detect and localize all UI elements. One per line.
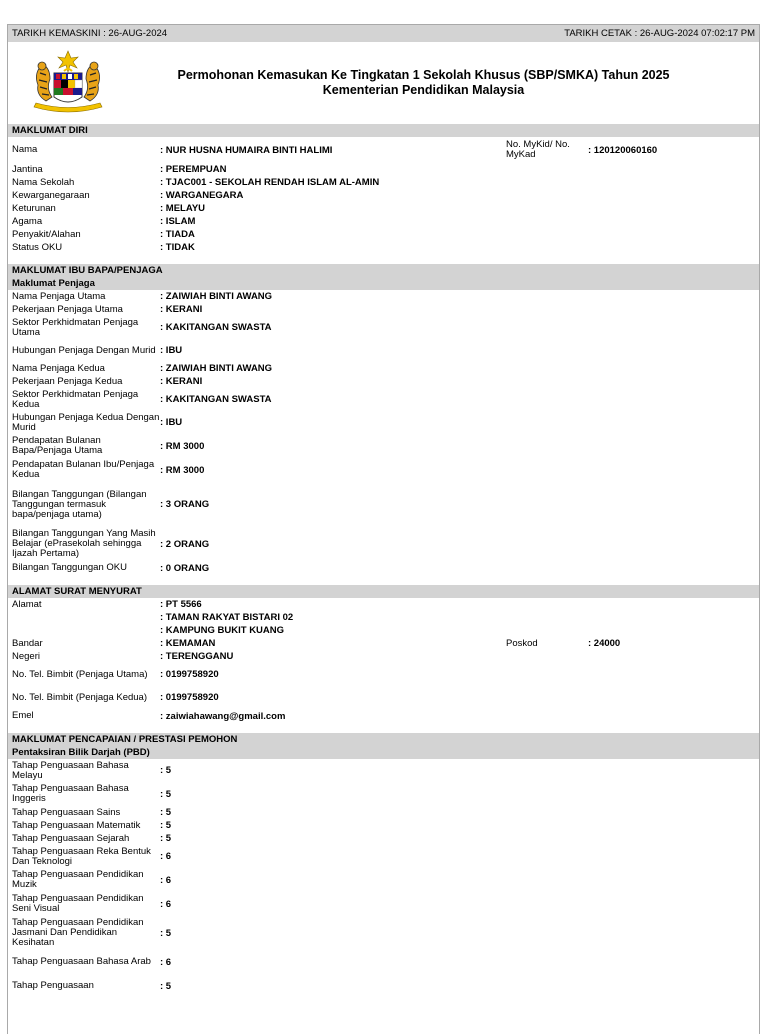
field-row xyxy=(8,316,759,339)
field-value: : 2 ORANG xyxy=(160,538,210,550)
field-row xyxy=(8,868,759,892)
section-heading-alamat: ALAMAT SURAT MENYURAT xyxy=(8,585,759,598)
field-label: No. MyKid/ No. MyKad xyxy=(506,139,570,160)
print-info-bar xyxy=(8,25,759,42)
field-value: : ZAIWIAH BINTI AWANG xyxy=(160,363,273,374)
field-value: : ISLAM xyxy=(160,216,196,227)
penjaga-field-list xyxy=(8,290,759,575)
field-label: No. Tel. Bimbit (Penjaga Utama) xyxy=(12,668,148,680)
field-label: Nama Penjaga Utama xyxy=(12,290,106,302)
field-row xyxy=(8,759,759,782)
field-row-nama xyxy=(8,137,759,163)
alamat-field-list xyxy=(8,650,759,723)
field-label: Bilangan Tanggungan (Bilangan Tanggungan termasuk bapa/penjaga utama) xyxy=(12,488,147,520)
field-label: Bandar xyxy=(12,637,43,649)
field-row xyxy=(8,362,759,375)
field-label: Tahap Penguasaan Bahasa Arab xyxy=(12,956,151,967)
field-row xyxy=(8,892,759,916)
title-line-1: Permohonan Kemasukan Ke Tingkatan 1 Sekolah Khusus (SBP/SMKA) Tahun 2025 xyxy=(177,68,670,82)
field-label: Poskod xyxy=(506,637,538,649)
field-row xyxy=(8,950,759,974)
field-value: : WARGANEGARA xyxy=(160,190,244,201)
field-label: Tahap Penguasaan Pendidikan Seni Visual xyxy=(12,893,144,914)
field-row xyxy=(8,845,759,868)
field-value: : TIADA xyxy=(160,229,195,240)
field-row-alamat xyxy=(8,598,759,611)
field-row xyxy=(8,663,759,686)
field-row xyxy=(8,290,759,303)
field-label: Pekerjaan Penjaga Kedua xyxy=(12,375,123,387)
field-value: : 5 xyxy=(160,820,172,831)
field-value: : TAMAN RAKYAT BISTARI 02 xyxy=(160,612,294,623)
field-label: Tahap Penguasaan Pendidikan Jasmani Dan Pendidikan Kesihatan xyxy=(12,917,144,948)
field-row xyxy=(8,806,759,819)
field-value: : ZAIWIAH BINTI AWANG xyxy=(160,291,273,302)
field-label: Tahap Penguasaan Sejarah xyxy=(12,832,130,844)
field-value: : 3 ORANG xyxy=(160,499,210,510)
field-label: Hubungan Penjaga Dengan Murid xyxy=(12,344,156,356)
field-label: Penyakit/Alahan xyxy=(12,228,81,240)
field-value: : RM 3000 xyxy=(160,464,205,476)
field-value: : KERANI xyxy=(160,376,203,387)
field-value: : 0 ORANG xyxy=(160,562,210,574)
field-row-alamat-3 xyxy=(8,624,759,637)
field-label: Keturunan xyxy=(12,202,56,214)
field-value: : PEREMPUAN xyxy=(160,164,227,175)
field-label: Bilangan Tanggungan Yang Masih Belajar (ePrasekolah sehingga Ijazah Pertama) xyxy=(12,528,156,559)
field-value: : MELAYU xyxy=(160,203,206,214)
field-label: Status OKU xyxy=(12,241,63,253)
field-value: : 6 xyxy=(160,851,172,862)
field-value: : 120120060160 xyxy=(588,144,658,156)
document-sheet xyxy=(7,24,760,1034)
field-label: Sektor Perkhidmatan Penjaga Kedua xyxy=(12,388,139,410)
field-label: Hubungan Penjaga Kedua Dengan Murid xyxy=(12,411,160,433)
print-date: TARIKH CETAK : 26-AUG-2024 07:02:17 PM xyxy=(564,28,755,39)
field-row xyxy=(8,686,759,709)
field-row xyxy=(8,832,759,845)
section-heading-diri: MAKLUMAT DIRI xyxy=(8,124,759,137)
pencapaian-field-list xyxy=(8,759,759,998)
field-value: : 5 xyxy=(160,980,172,992)
field-label: Tahap Penguasaan Bahasa Melayu xyxy=(12,759,129,781)
field-label: No. Tel. Bimbit (Penjaga Kedua) xyxy=(12,691,148,703)
field-value: : RM 3000 xyxy=(160,440,205,452)
field-row xyxy=(8,388,759,411)
field-label: Tahap Penguasaan Reka Bentuk Dan Teknologi xyxy=(12,845,151,867)
field-row xyxy=(8,974,759,998)
field-label: Nama xyxy=(12,144,38,155)
field-value: : 0199758920 xyxy=(160,669,219,680)
field-row xyxy=(8,561,759,575)
field-value: : zaiwiahawang@gmail.com xyxy=(160,710,286,722)
field-label: Tahap Penguasaan Sains xyxy=(12,806,121,818)
field-value: : 6 xyxy=(160,874,172,886)
document-title xyxy=(128,68,759,98)
field-value: : 6 xyxy=(160,898,172,910)
field-value: : IBU xyxy=(160,417,183,428)
field-value: : TIDAK xyxy=(160,242,195,253)
field-label: Negeri xyxy=(12,650,40,662)
field-value: : KEMAMAN xyxy=(160,638,216,649)
field-row xyxy=(8,458,759,482)
field-row xyxy=(8,709,759,723)
field-row xyxy=(8,819,759,832)
field-row xyxy=(8,215,759,228)
field-label: Agama xyxy=(12,215,43,227)
field-value: : 5 xyxy=(160,765,172,776)
field-row xyxy=(8,339,759,362)
field-label: Tahap Penguasaan Bahasa Inggeris xyxy=(12,783,129,804)
field-value: : KAKITANGAN SWASTA xyxy=(160,322,272,333)
field-value: : 24000 xyxy=(588,638,621,649)
document-header xyxy=(8,42,759,124)
field-label: Tahap Penguasaan Pendidikan Muzik xyxy=(12,869,144,890)
field-value: : 5 xyxy=(160,788,172,800)
field-row-bandar xyxy=(8,637,759,650)
field-value: : KERANI xyxy=(160,304,203,315)
field-row xyxy=(8,482,759,527)
field-label: Emel xyxy=(12,710,34,721)
field-row xyxy=(8,202,759,215)
field-row xyxy=(8,375,759,388)
field-value: : KAKITANGAN SWASTA xyxy=(160,394,272,405)
field-label: Tahap Penguasaan xyxy=(12,980,94,991)
field-row xyxy=(8,303,759,316)
field-label: Pendapatan Bulanan Ibu/Penjaga Kedua xyxy=(12,459,155,480)
field-value: : NUR HUSNA HUMAIRA BINTI HALIMI xyxy=(160,144,333,156)
field-value: : PT 5566 xyxy=(160,599,202,610)
field-value: : TERENGGANU xyxy=(160,651,234,662)
field-row xyxy=(8,650,759,663)
field-label: Nama Sekolah xyxy=(12,176,75,188)
field-row xyxy=(8,163,759,176)
malaysia-coat-of-arms-icon xyxy=(8,42,128,124)
section-heading-pencapaian: MAKLUMAT PENCAPAIAN / PRESTASI PEMOHON xyxy=(8,733,759,746)
updated-date: TARIKH KEMASKINI : 26-AUG-2024 xyxy=(12,28,168,39)
field-row xyxy=(8,916,759,950)
field-row xyxy=(8,241,759,254)
field-row xyxy=(8,228,759,241)
subsection-heading-penjaga: Maklumat Penjaga xyxy=(8,277,759,290)
field-label: Sektor Perkhidmatan Penjaga Utama xyxy=(12,316,139,338)
field-row xyxy=(8,411,759,434)
field-row-alamat-2 xyxy=(8,611,759,624)
field-row xyxy=(8,782,759,806)
section-heading-penjaga: MAKLUMAT IBU BAPA/PENJAGA xyxy=(8,264,759,277)
field-label: Kewarganegaraan xyxy=(12,189,90,201)
field-label: Bilangan Tanggungan OKU xyxy=(12,562,127,573)
field-value: : TJAC001 - SEKOLAH RENDAH ISLAM AL-AMIN xyxy=(160,177,380,188)
field-row xyxy=(8,176,759,189)
field-value: : 5 xyxy=(160,927,172,939)
field-value: : 0199758920 xyxy=(160,692,219,703)
field-label: Pendapatan Bulanan Bapa/Penjaga Utama xyxy=(12,435,103,456)
field-row xyxy=(8,527,759,561)
field-value: : 5 xyxy=(160,807,172,818)
field-value: : 6 xyxy=(160,956,172,968)
field-value: : 5 xyxy=(160,833,172,844)
field-label: Nama Penjaga Kedua xyxy=(12,362,105,374)
field-label: Jantina xyxy=(12,163,43,175)
field-value: : KAMPUNG BUKIT KUANG xyxy=(160,625,285,636)
subsection-heading-pbd: Pentaksiran Bilik Darjah (PBD) xyxy=(8,746,759,759)
diri-field-list xyxy=(8,163,759,254)
field-value: : IBU xyxy=(160,345,183,356)
field-label: Pekerjaan Penjaga Utama xyxy=(12,303,123,315)
title-line-2: Kementerian Pendidikan Malaysia xyxy=(322,83,525,97)
field-label: Tahap Penguasaan Matematik xyxy=(12,819,141,831)
field-row xyxy=(8,189,759,202)
field-label: Alamat xyxy=(12,598,42,610)
field-row xyxy=(8,434,759,458)
